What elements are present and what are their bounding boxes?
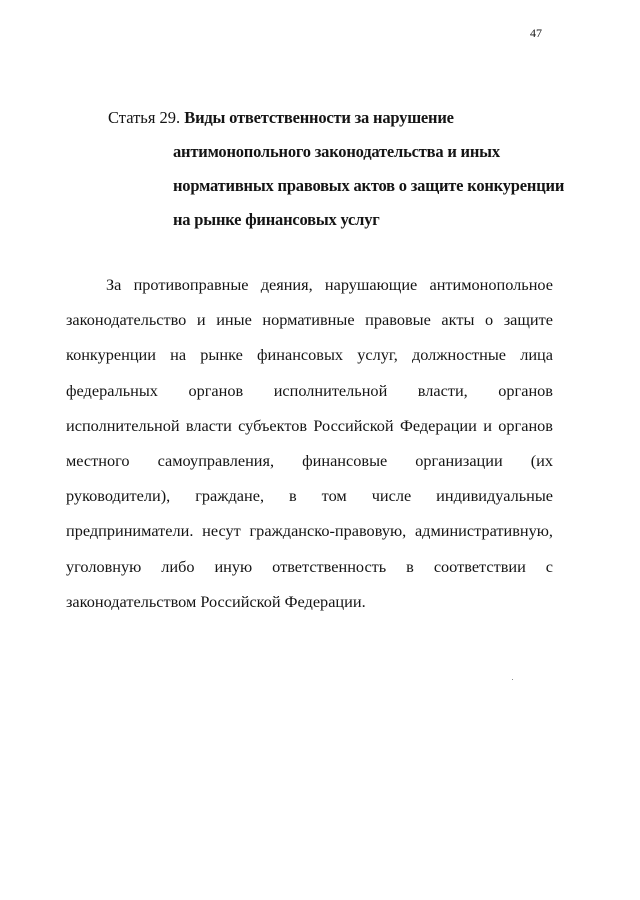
article-title-line: на рынке финансовых услуг <box>173 210 380 229</box>
paragraph-line: федеральных органов исполнительной власти, органов <box>66 380 553 400</box>
article-heading-line-1 <box>108 101 578 135</box>
paragraph-line: руководители), граждане, в том числе индивидуальные <box>66 486 553 506</box>
paragraph-line: законодательством Российской Федерации. <box>66 591 366 611</box>
article-title-line: Виды ответственности за нарушение <box>184 108 454 127</box>
scan-speck <box>512 679 513 680</box>
article-title-line: нормативных правовых актов о защите конкуренции <box>173 176 565 195</box>
paragraph-line: За противоправные деяния, нарушающие антимонопольное <box>106 275 553 294</box>
paragraph-line: уголовную либо иную ответственность в соответствии с <box>66 556 553 576</box>
article-title-line: антимонопольного законодательства и иных <box>173 142 500 161</box>
page-number: 47 <box>530 26 542 40</box>
article-number: Статья 29. <box>108 108 181 127</box>
paragraph-line: конкуренции на рынке финансовых услуг, должностные лица <box>66 345 553 365</box>
article-body-paragraph <box>66 267 553 619</box>
paragraph-line: местного самоуправления, финансовые организации (их <box>66 451 553 471</box>
paragraph-line: исполнительной власти субъектов Российской Федерации и органов <box>66 415 553 435</box>
paragraph-line: предприниматели. несут гражданско-правовую, административную, <box>66 521 553 541</box>
article-heading <box>108 101 578 237</box>
paragraph-line: законодательство и иные нормативные правовые акты о защите <box>66 310 553 330</box>
